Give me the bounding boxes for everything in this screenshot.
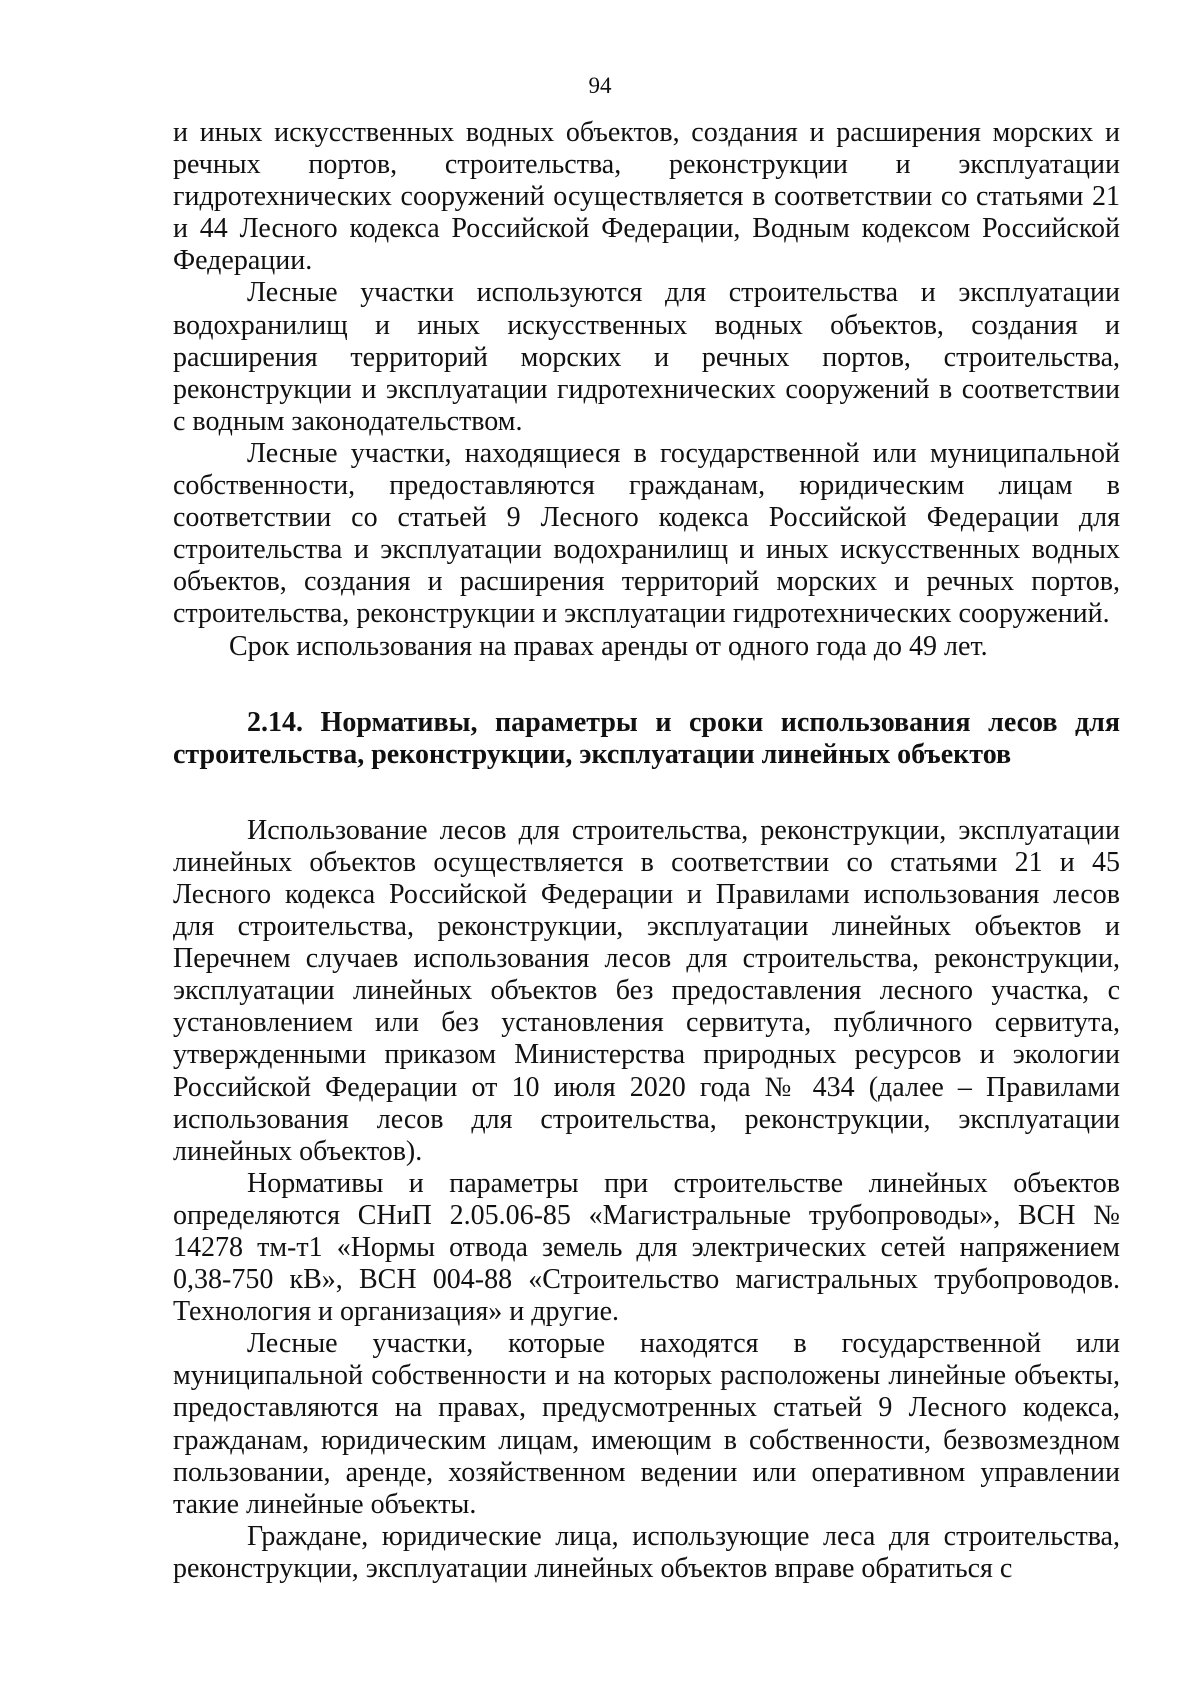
paragraph: Использование лесов для строительства, реконструкции, эксплуатации линейных объектов осуществляется в соответствии со статьями 21 и 45 Лесного кодекса Российской Федерации и Правилами использования лесов для строительства, реконструкции, эксплуатации линейных объектов и Перечнем случаев использования лесов для строительства, реконструкции, эксплуатации линейных объектов без предоставления лесного участка, с установлением или без установления сервитута, публичного сервитута, утвержденными приказом Министерства природных ресурсов и экологии Российской Федерации от 10 июля 2020 года № 434 (далее – Правилами использования лесов для строительства, реконструкции, эксплуатации линейных объектов). bbox=[173, 814, 1120, 1167]
paragraph: Срок использования на правах аренды от одного года до 49 лет. bbox=[229, 630, 988, 662]
paragraph: Нормативы и параметры при строительстве линейных объектов определяются СНиП 2.05.06-85 «Магистральные трубопроводы», ВСН № 14278 тм-т1 «Нормы отвода земель для электрических сетей напряжением 0,38-750 кВ», ВСН 004-88 «Строительство магистральных трубопроводов. Технология и организация» и другие. bbox=[173, 1167, 1120, 1328]
paragraph: Лесные участки, которые находятся в государственной или муниципальной собственности и на которых расположены линейные объекты, предоставляются на правах, предусмотренных статьей 9 Лесного кодекса, гражданам, юридическим лицам, имеющим в собственности, безвозмездном пользовании, аренде, хозяйственном ведении или оперативном управлении такие линейные объекты. bbox=[173, 1328, 1120, 1520]
section-heading: 2.14. Нормативы, параметры и сроки использования лесов для строительства, реконструкции, эксплуатации линейных объектов bbox=[173, 706, 1120, 770]
paragraph: Граждане, юридические лица, использующие леса для строительства, реконструкции, эксплуатации линейных объектов вправе обратиться с bbox=[173, 1520, 1120, 1584]
paragraph-continuation: и иных искусственных водных объектов, создания и расширения морских и речных портов, строительства, реконструкции и эксплуатации гидротехнических сооружений осуществляется в соответствии со статьями 21 и 44 Лесного кодекса Российской Федерации, Водным кодексом Российской Федерации. bbox=[173, 117, 1120, 277]
page-number: 94 bbox=[588, 73, 612, 98]
paragraph: Лесные участки, находящиеся в государственной или муниципальной собственности, предоставляются гражданам, юридическим лицам в соответствии со статьей 9 Лесного кодекса Российской Федерации для строительства и эксплуатации водохранилищ и иных искусственных водных объектов, создания и расширения территорий морских и речных портов, строительства, реконструкции и эксплуатации гидротехнических сооружений. bbox=[173, 437, 1120, 630]
section-body bbox=[173, 815, 1120, 1585]
paragraph: Лесные участки используются для строительства и эксплуатации водохранилищ и иных искусственных водных объектов, создания и расширения территорий морских и речных портов, строительства, реконструкции и эксплуатации гидротехнических сооружений в соответствии с водным законодательством. bbox=[173, 277, 1120, 437]
document-body bbox=[173, 117, 1120, 1585]
